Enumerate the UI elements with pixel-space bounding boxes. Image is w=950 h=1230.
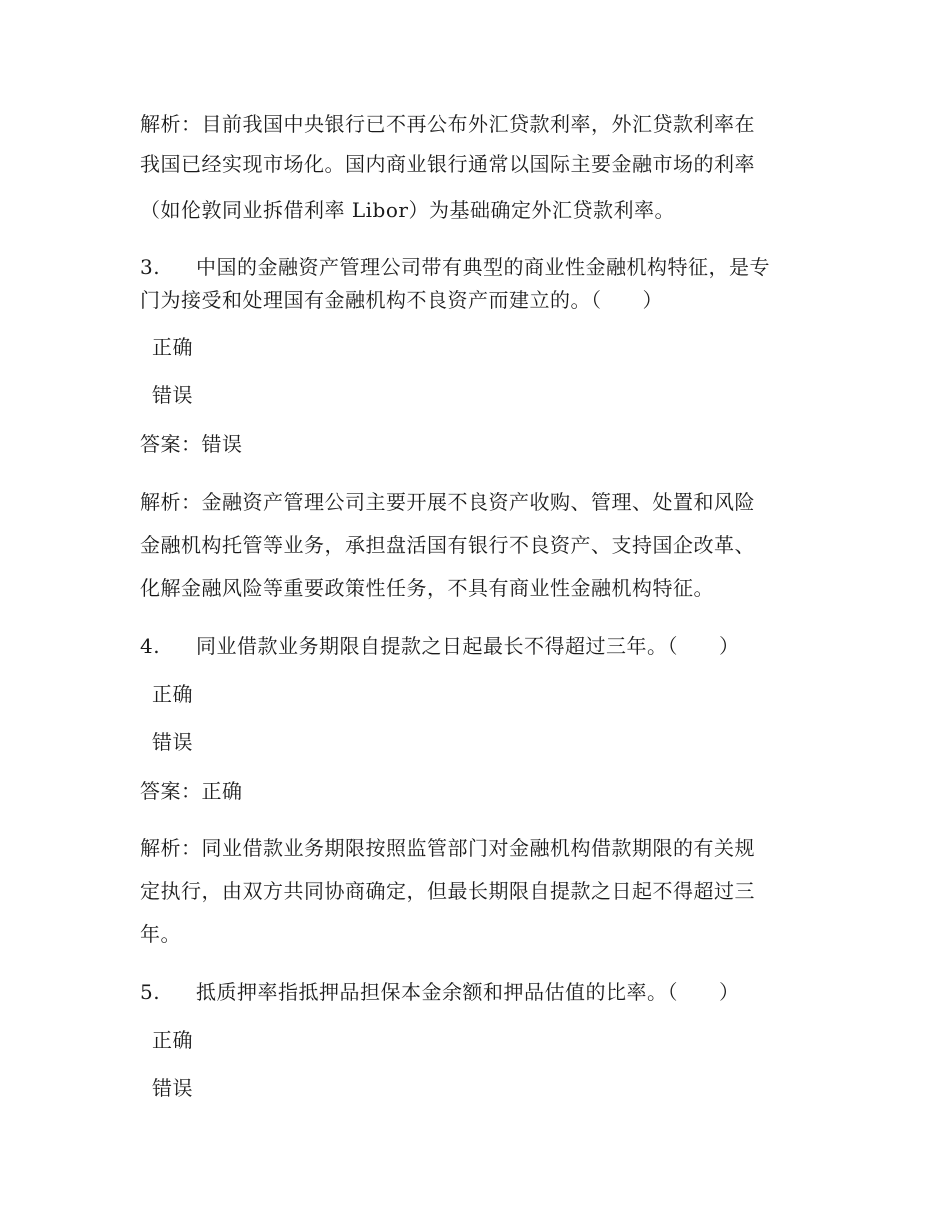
- answer-line: 答案：错误: [140, 432, 243, 456]
- answer-line: 答案：正确: [140, 779, 243, 803]
- question-text: 同业借款业务期限自提款之日起最长不得超过三年。（ ）: [196, 634, 740, 658]
- analysis-line: （如伦敦同业拆借利率 Libor）为基础确定外汇贷款利率。: [140, 198, 675, 222]
- option-true[interactable]: 正确: [152, 682, 193, 706]
- analysis-line: 定执行，由双方共同协商确定，但最长期限自提款之日起不得超过三: [140, 879, 755, 903]
- question-5: [140, 978, 740, 1006]
- question-number: 3.: [140, 255, 161, 279]
- question-text: 抵质押率指抵押品担保本金余额和押品估值的比率。（ ）: [196, 980, 740, 1004]
- question-number: 5.: [140, 980, 161, 1004]
- analysis-line: 我国已经实现市场化。国内商业银行通常以国际主要金融市场的利率: [140, 152, 755, 176]
- analysis-line: 化解金融风险等重要政策性任务，不具有商业性金融机构特征。: [140, 576, 714, 600]
- question-text: 中国的金融资产管理公司带有典型的商业性金融机构特征，是专: [196, 255, 770, 279]
- question-3: [140, 253, 770, 281]
- option-false[interactable]: 错误: [152, 383, 193, 407]
- option-false[interactable]: 错误: [152, 730, 193, 754]
- question-number: 4.: [140, 634, 161, 658]
- analysis-line: 年。: [140, 922, 181, 946]
- analysis-line: 解析：目前我国中央银行已不再公布外汇贷款利率，外汇贷款利率在: [140, 112, 755, 136]
- analysis-line: 解析：金融资产管理公司主要开展不良资产收购、管理、处置和风险: [140, 490, 755, 514]
- question-4: [140, 632, 740, 660]
- analysis-line: 金融机构托管等业务，承担盘活国有银行不良资产、支持国企改革、: [140, 533, 755, 557]
- option-true[interactable]: 正确: [152, 1028, 193, 1052]
- option-true[interactable]: 正确: [152, 335, 193, 359]
- analysis-line: 解析：同业借款业务期限按照监管部门对金融机构借款期限的有关规: [140, 836, 755, 860]
- option-false[interactable]: 错误: [152, 1076, 193, 1100]
- question-text: 门为接受和处理国有金融机构不良资产而建立的。（ ）: [140, 288, 663, 312]
